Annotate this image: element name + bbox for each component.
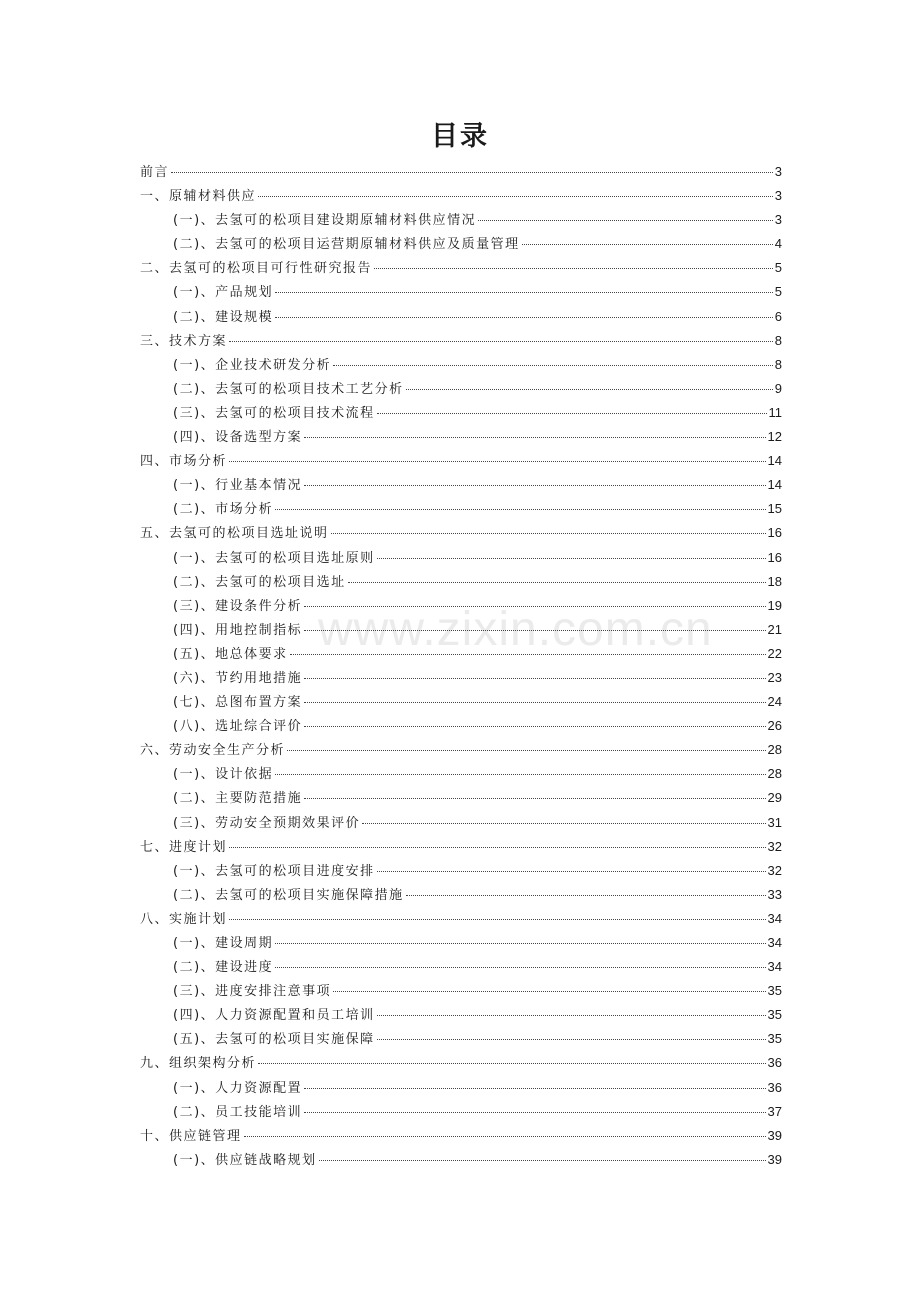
- dot-leader: [362, 822, 765, 824]
- toc-entry-label: (二)、去氢可的松项目实施保障措施: [173, 887, 404, 903]
- dot-leader: [304, 1111, 765, 1113]
- dot-leader: [304, 725, 765, 727]
- toc-entry[interactable]: [140, 377, 782, 401]
- toc-entry[interactable]: [140, 786, 782, 810]
- toc-entry[interactable]: [140, 594, 782, 618]
- dot-leader: [377, 412, 767, 414]
- toc-entry[interactable]: [140, 232, 782, 256]
- dot-leader: [304, 1087, 765, 1089]
- toc-entry[interactable]: [140, 859, 782, 883]
- toc-entry-page-number: 22: [767, 645, 782, 661]
- toc-entry-label: (四)、用地控制指标: [173, 622, 303, 638]
- toc-entry-page-number: 39: [767, 1127, 782, 1143]
- toc-entry[interactable]: [140, 1100, 782, 1124]
- toc-entry-page-number: 23: [767, 669, 782, 685]
- toc-entry[interactable]: [140, 979, 782, 1003]
- toc-entry-label: 九、组织架构分析: [140, 1056, 257, 1072]
- toc-entry-page-number: 15: [767, 501, 782, 517]
- toc-entry-label: (三)、建设条件分析: [173, 598, 303, 614]
- toc-entry-page-number: 28: [767, 766, 782, 782]
- toc-entry-label: (八)、选址综合评价: [173, 719, 303, 735]
- toc-entry-label: (一)、供应链战略规划: [173, 1152, 317, 1168]
- toc-entry-label: (一)、行业基本情况: [173, 478, 303, 494]
- toc-entry-label: (五)、地总体要求: [173, 646, 288, 662]
- dot-leader: [406, 894, 766, 896]
- dot-leader: [258, 195, 773, 197]
- toc-entry-label: 二、去氢可的松项目可行性研究报告: [140, 261, 373, 277]
- watermark: www.zixin.com.cn: [318, 603, 713, 656]
- toc-entry[interactable]: [140, 618, 782, 642]
- toc-entry-page-number: 3: [774, 164, 782, 179]
- dot-leader: [333, 364, 773, 366]
- toc-entry[interactable]: [140, 1051, 782, 1075]
- toc-entry[interactable]: [140, 642, 782, 666]
- toc-entry-label: (二)、建设进度: [173, 960, 274, 976]
- toc-entry-label: (三)、去氢可的松项目技术流程: [173, 405, 375, 421]
- dot-leader: [229, 340, 773, 342]
- toc-entry[interactable]: [140, 907, 782, 931]
- dot-leader: [304, 701, 765, 703]
- dot-leader: [374, 267, 773, 269]
- dot-leader: [348, 581, 766, 583]
- toc-entry[interactable]: [140, 1027, 782, 1051]
- toc-entry[interactable]: [140, 835, 782, 859]
- dot-leader: [304, 605, 765, 607]
- toc-entry[interactable]: [140, 449, 782, 473]
- toc-entry-label: (一)、去氢可的松项目进度安排: [173, 863, 375, 879]
- toc-entry-page-number: 16: [767, 549, 782, 565]
- dot-leader: [229, 460, 766, 462]
- dot-leader: [275, 316, 773, 318]
- toc-entry[interactable]: [140, 1124, 782, 1148]
- toc-entry-page-number: 18: [767, 573, 782, 589]
- toc-entry-page-number: 24: [767, 694, 782, 710]
- toc-entry-page-number: 34: [767, 910, 782, 926]
- toc-entry-label: (一)、去氢可的松项目建设期原辅材料供应情况: [173, 213, 477, 229]
- toc-entry-page-number: 34: [767, 935, 782, 950]
- toc-entry-page-number: 34: [767, 959, 782, 975]
- toc-entry[interactable]: [140, 714, 782, 738]
- toc-entry-label: (三)、劳动安全预期效果评价: [173, 815, 361, 831]
- toc-entry-label: 七、进度计划: [140, 839, 228, 855]
- toc-entry-label: (一)、产品规划: [173, 285, 274, 301]
- toc-entry-page-number: 32: [767, 838, 782, 854]
- toc-entry[interactable]: [140, 401, 782, 425]
- toc-entry-label: (二)、员工技能培训: [173, 1104, 303, 1120]
- toc-entry[interactable]: [140, 931, 782, 955]
- toc-entry-page-number: 36: [767, 1079, 782, 1095]
- dot-leader: [522, 243, 773, 245]
- toc-entry-label: (四)、人力资源配置和员工培训: [173, 1008, 375, 1024]
- dot-leader: [275, 966, 765, 968]
- toc-entry-label: (一)、设计依据: [173, 767, 274, 783]
- toc-entry[interactable]: [140, 160, 782, 184]
- toc-entry-page-number: 14: [767, 477, 782, 493]
- toc-entry-label: (一)、人力资源配置: [173, 1080, 303, 1096]
- toc-entry[interactable]: [140, 955, 782, 979]
- toc-entry[interactable]: [140, 811, 782, 835]
- toc-entry[interactable]: [140, 1003, 782, 1027]
- toc-entry-page-number: 8: [774, 332, 782, 348]
- toc-entry-label: 五、去氢可的松项目选址说明: [140, 526, 329, 542]
- toc-entry[interactable]: [140, 329, 782, 353]
- toc-entry-page-number: 11: [768, 404, 782, 420]
- toc-entry[interactable]: [140, 280, 782, 304]
- dot-leader: [406, 388, 773, 390]
- dot-leader: [304, 629, 765, 631]
- toc-entry-page-number: 35: [767, 1007, 782, 1023]
- toc-entry-label: 六、劳动安全生产分析: [140, 743, 286, 759]
- toc-entry[interactable]: [140, 208, 782, 232]
- dot-leader: [275, 291, 773, 293]
- table-of-contents: [140, 160, 782, 1172]
- toc-entry-page-number: 5: [774, 260, 782, 276]
- dot-leader: [275, 508, 765, 510]
- toc-entry[interactable]: [140, 256, 782, 280]
- toc-entry-label: (二)、建设规模: [173, 309, 274, 325]
- toc-entry-label: (二)、去氢可的松项目技术工艺分析: [173, 381, 404, 397]
- dot-leader: [287, 749, 766, 751]
- toc-entry-page-number: 21: [767, 621, 782, 637]
- toc-entry[interactable]: [140, 473, 782, 497]
- toc-entry-page-number: 8: [774, 356, 782, 372]
- dot-leader: [275, 942, 765, 944]
- toc-entry[interactable]: [140, 1076, 782, 1100]
- page-title: 目录: [431, 121, 489, 152]
- dot-leader: [319, 1159, 766, 1161]
- toc-entry-page-number: 33: [767, 886, 782, 902]
- dot-leader: [304, 677, 765, 679]
- toc-entry-page-number: 35: [767, 1031, 782, 1047]
- dot-leader: [377, 557, 766, 559]
- toc-entry-page-number: 5: [774, 284, 782, 300]
- dot-leader: [290, 653, 766, 655]
- toc-entry-page-number: 31: [767, 814, 782, 830]
- dot-leader: [478, 219, 773, 221]
- dot-leader: [229, 918, 766, 920]
- toc-entry-label: (七)、总图布置方案: [173, 695, 303, 711]
- toc-entry-page-number: 29: [767, 790, 782, 806]
- toc-entry[interactable]: [140, 546, 782, 570]
- dot-leader: [304, 797, 765, 799]
- toc-entry-label: 八、实施计划: [140, 911, 228, 927]
- dot-leader: [377, 1014, 766, 1016]
- dot-leader: [331, 532, 766, 534]
- toc-entry[interactable]: [140, 425, 782, 449]
- toc-entry-label: (二)、市场分析: [173, 502, 274, 518]
- toc-entry-page-number: 19: [767, 597, 782, 613]
- toc-entry[interactable]: [140, 883, 782, 907]
- dot-leader: [304, 484, 765, 486]
- toc-entry[interactable]: [140, 690, 782, 714]
- toc-entry-page-number: 3: [774, 212, 782, 228]
- toc-entry[interactable]: [140, 184, 782, 208]
- toc-entry-label: 四、市场分析: [140, 454, 228, 470]
- toc-entry-page-number: 37: [767, 1103, 782, 1119]
- toc-entry-label: (二)、去氢可的松项目运营期原辅材料供应及质量管理: [173, 237, 520, 253]
- toc-entry-page-number: 26: [767, 718, 782, 734]
- toc-entry-page-number: 12: [767, 429, 782, 445]
- toc-entry-page-number: 3: [774, 188, 782, 204]
- dot-leader: [275, 773, 765, 775]
- toc-entry-page-number: 14: [767, 453, 782, 469]
- toc-entry-page-number: 16: [767, 525, 782, 541]
- dot-leader: [258, 1062, 766, 1064]
- toc-entry-page-number: 35: [767, 983, 782, 999]
- toc-entry-page-number: 28: [767, 742, 782, 758]
- toc-entry[interactable]: [140, 497, 782, 521]
- dot-leader: [229, 846, 766, 848]
- toc-entry[interactable]: [140, 1148, 782, 1172]
- dot-leader: [377, 1038, 766, 1040]
- toc-entry-label: (五)、去氢可的松项目实施保障: [173, 1032, 375, 1048]
- toc-entry-label: 前言: [140, 165, 170, 180]
- toc-entry-page-number: 9: [774, 380, 782, 396]
- toc-entry-label: (二)、主要防范措施: [173, 791, 303, 807]
- toc-entry-label: (一)、建设周期: [173, 936, 274, 951]
- toc-entry-page-number: 6: [774, 308, 782, 324]
- dot-leader: [333, 990, 765, 992]
- toc-entry-page-number: 39: [767, 1151, 782, 1167]
- toc-entry-label: (二)、去氢可的松项目选址: [173, 574, 346, 590]
- dot-leader: [244, 1135, 766, 1137]
- toc-entry-page-number: 36: [767, 1055, 782, 1071]
- toc-entry[interactable]: [140, 305, 782, 329]
- dot-leader: [377, 870, 766, 872]
- toc-entry-page-number: 32: [767, 862, 782, 878]
- toc-entry[interactable]: [140, 666, 782, 690]
- toc-entry[interactable]: [140, 738, 782, 762]
- toc-entry-label: (六)、节约用地措施: [173, 670, 303, 686]
- toc-entry-label: 一、原辅材料供应: [140, 189, 257, 205]
- toc-entry-page-number: 4: [774, 236, 782, 252]
- toc-entry-label: (一)、去氢可的松项目选址原则: [173, 550, 375, 566]
- toc-entry-label: (四)、设备选型方案: [173, 430, 303, 446]
- toc-entry[interactable]: [140, 353, 782, 377]
- toc-entry[interactable]: [140, 762, 782, 786]
- toc-entry-label: (一)、企业技术研发分析: [173, 357, 332, 373]
- dot-leader: [171, 171, 773, 173]
- toc-entry-label: 三、技术方案: [140, 333, 228, 349]
- toc-entry[interactable]: [140, 570, 782, 594]
- dot-leader: [304, 436, 765, 438]
- toc-entry-label: 十、供应链管理: [140, 1128, 242, 1144]
- toc-entry[interactable]: [140, 521, 782, 545]
- toc-entry-label: (三)、进度安排注意事项: [173, 984, 332, 1000]
